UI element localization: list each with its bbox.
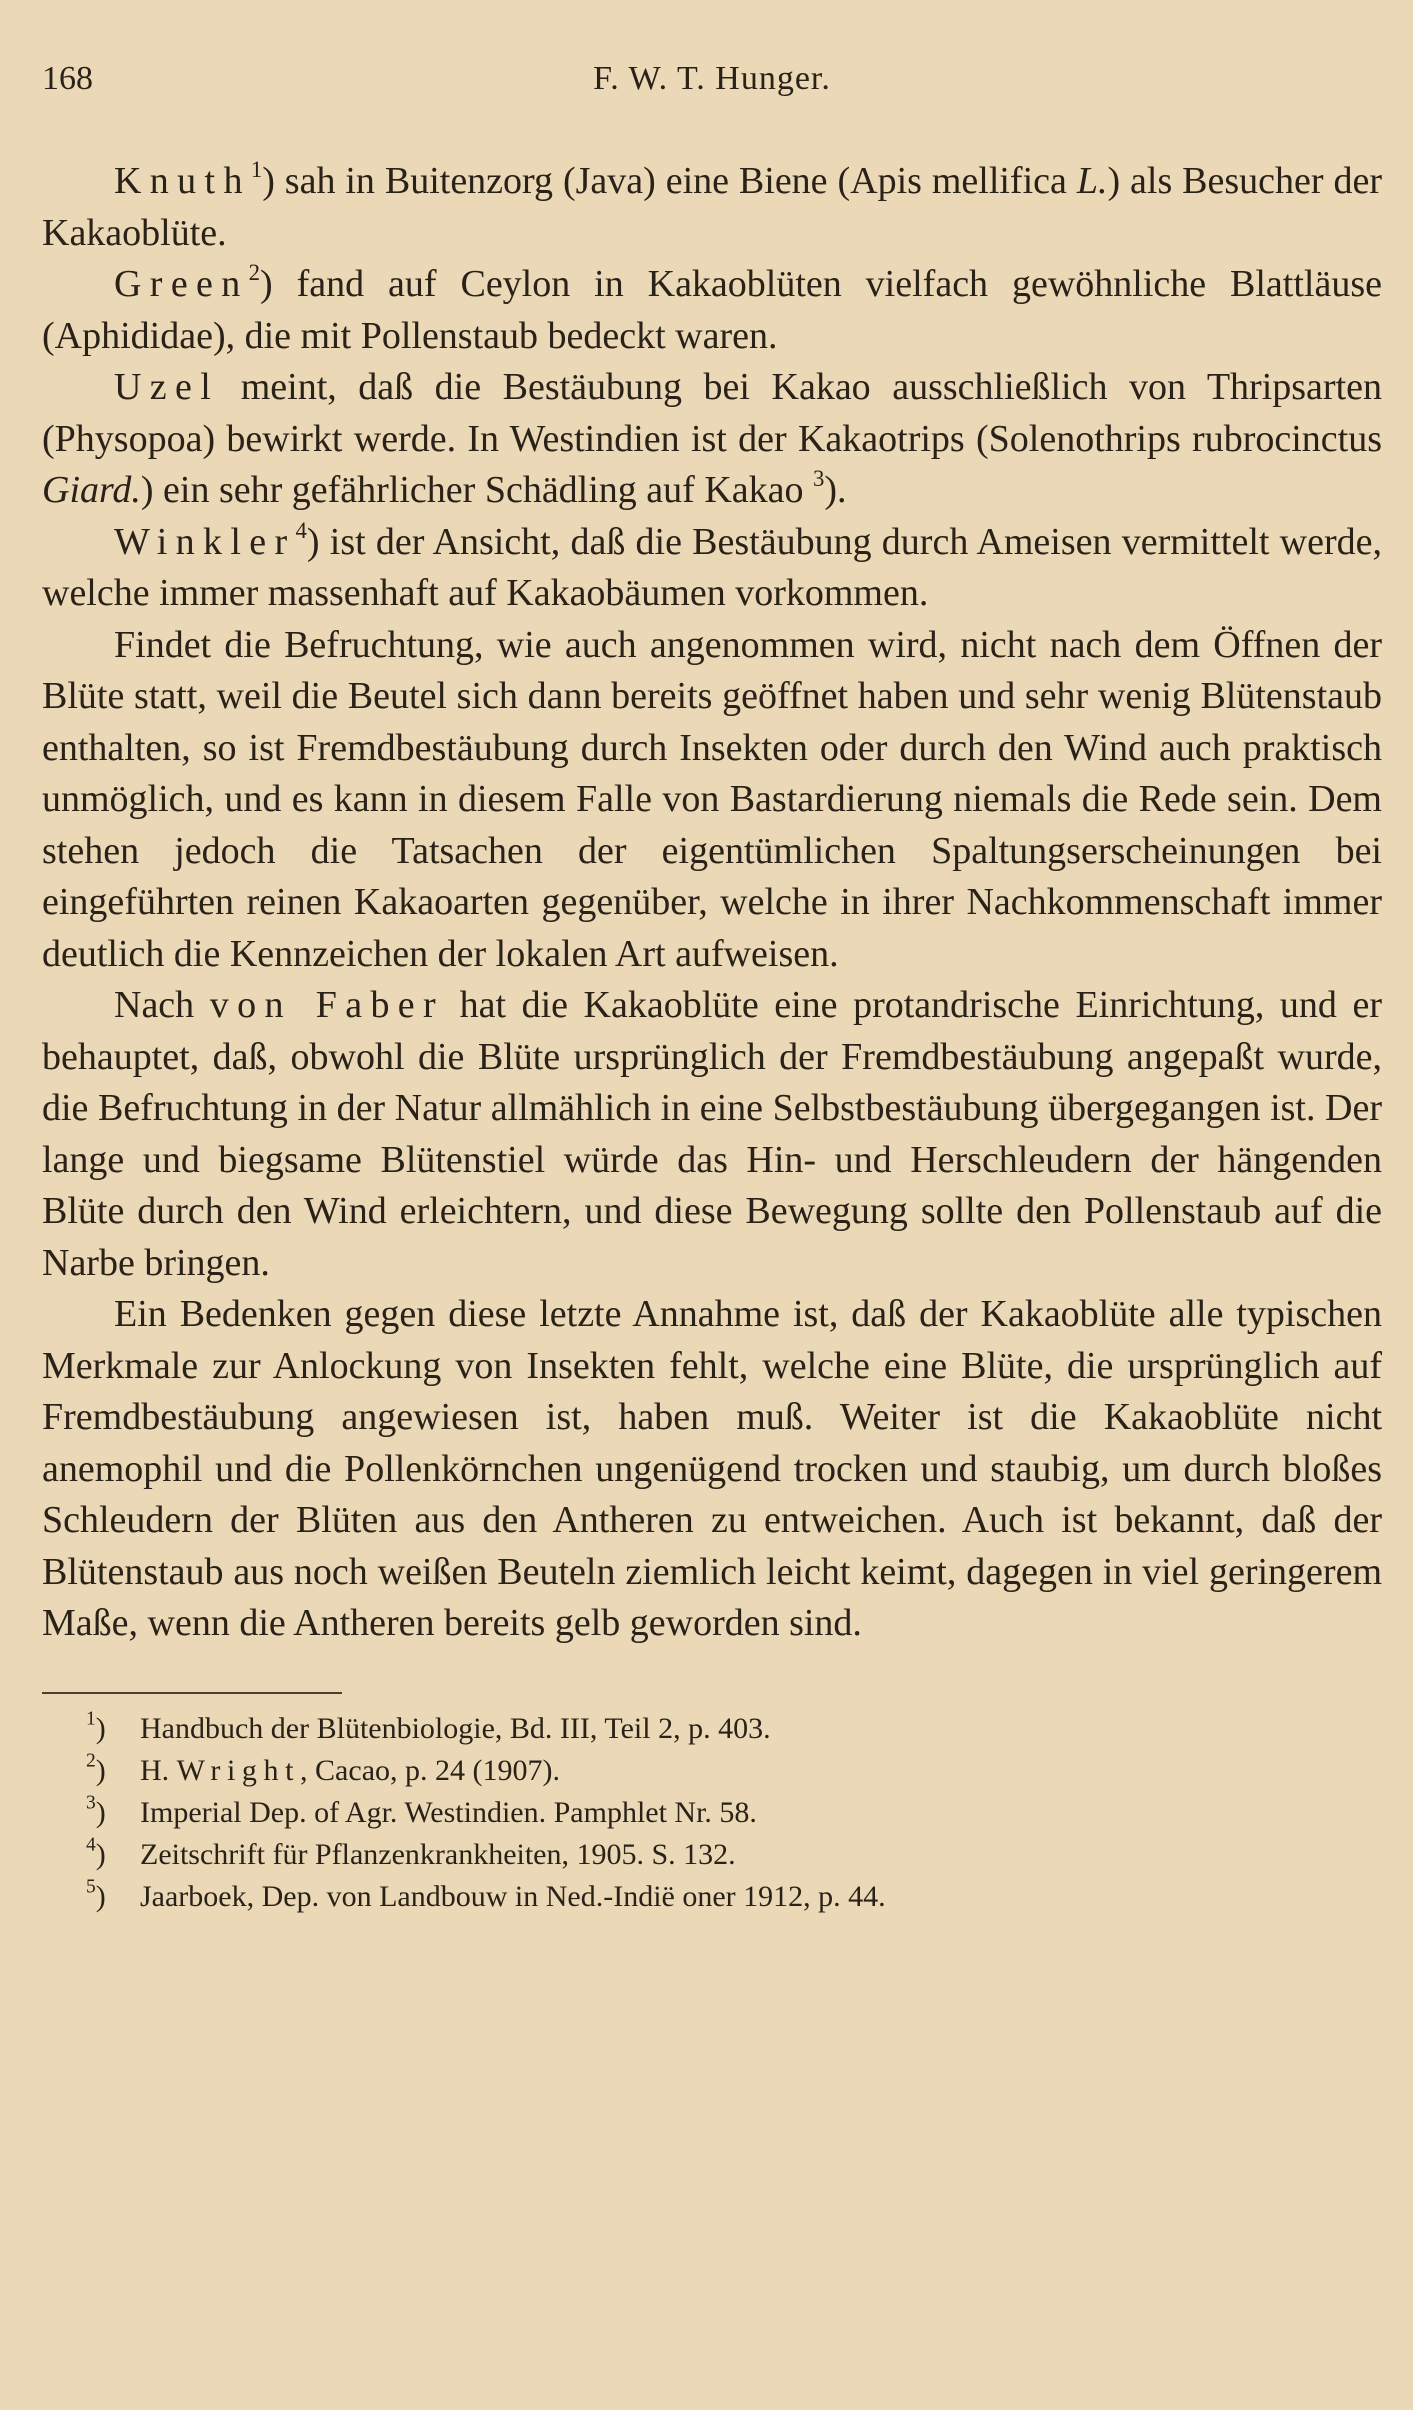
footnote-marker: $^4$) [86, 1833, 106, 1871]
text-run: Handbuch der Blütenbiologie, Bd. III, Teil 2, p. 403. [140, 1711, 771, 1745]
footnote-reference: 4 [295, 517, 307, 543]
footnote-number: 5 [86, 1875, 96, 1897]
text-run: H. [140, 1753, 177, 1787]
footnote-text [140, 1796, 757, 1829]
footnote [42, 1876, 1382, 1918]
text-run: ) fand auf Ceylon in Kakaoblüten vielfach gewöhnliche Blattläuse (Aphididae), die mit Pollenstaub bedeckt waren. [42, 263, 1382, 357]
author-name: Uzel [114, 366, 220, 408]
footnote [42, 1834, 1382, 1876]
paragraph [42, 980, 1382, 1289]
text-run: Ein Bedenken gegen diese letzte Annahme ist, daß der Kakaoblüte alle typischen Merkmale zur Anlockung von Insekten fehlt, welche eine Blüte, die ursprünglich auf Fremdbestäubung angewiesen ist, haben muß. Weiter ist die Kakaoblüte nicht anemophil und die Pollenkörnchen ungenügend trocken und staubig, um durch bloßes Schleudern der Blüten aus den Antheren zu entweichen. Auch ist bekannt, daß der Blütenstaub aus noch weißen Beuteln ziemlich leicht keimt, dagegen in viel geringerem Maße, wenn die Antheren bereits gelb geworden sind. [42, 1293, 1382, 1644]
text-run: Findet die Befruchtung, wie auch angenommen wird, nicht nach dem Öffnen der Blüte statt, weil die Beutel sich dann bereits geöffnet haben und sehr wenig Blütenstaub enthalten, so ist Fremdbestäubung durch Insekten oder durch den Wind auch praktisch unmöglich, und es kann in diesem Falle von Bastardierung niemals die Rede sein. Dem stehen jedoch die Tatsachen der eigentümlichen Spaltungserscheinungen bei eingeführten reinen Kakaoarten gegenüber, welche in ihrer Nachkommenschaft immer deutlich die Kennzeichen der lokalen Art aufweisen. [42, 623, 1382, 975]
footnote-reference: 3 [813, 466, 825, 492]
footnote-marker: $^1$) [86, 1707, 106, 1745]
paragraph [42, 620, 1382, 981]
text-run: , Cacao, p. 24 (1907). [300, 1753, 560, 1787]
paragraph [42, 259, 1382, 362]
footnote-number: 3 [86, 1791, 96, 1813]
footnote-marker: $^2$) [86, 1749, 106, 1787]
author-name: Green [114, 263, 249, 305]
footnote-number: 1 [86, 1707, 96, 1729]
text-run: meint, daß die Bestäubung bei Kakao ausschließlich von Thripsarten (Physopoa) bewirkt werde. In Westindien ist der Kakaotrips (Solenothrips rubrocinctus [42, 366, 1382, 460]
author-name: Wright [176, 1753, 301, 1787]
page-number: 168 [42, 60, 93, 97]
author-name: Knuth [114, 160, 251, 202]
italic-text: L. [1076, 160, 1108, 202]
text-run: ) sah in Buitenzorg (Java) eine Biene (Apis mellifica [262, 160, 1077, 202]
footnote [42, 1750, 1382, 1792]
text-run: Nach [114, 984, 210, 1026]
author-name: von Faber [209, 984, 445, 1026]
page-header [42, 60, 1382, 116]
paragraph [42, 362, 1382, 517]
footnote-reference: 2 [248, 260, 261, 286]
footnote [42, 1792, 1382, 1834]
body-text [42, 156, 1382, 1650]
footnote [42, 1708, 1382, 1750]
footnote-rule [42, 1692, 342, 1694]
running-head: F. W. T. Hunger. [593, 60, 831, 97]
paragraph [42, 156, 1382, 259]
text-run: Imperial Dep. of Agr. Westindien. Pamphlet Nr. 58. [140, 1795, 757, 1829]
footnote-text [140, 1712, 771, 1745]
paragraph [42, 1289, 1382, 1650]
text-run: ) als Besucher der Kakaoblüte. [42, 160, 1383, 254]
italic-text: Giard. [42, 469, 141, 511]
text-run: Zeitschrift für Pflanzenkrankheiten, 1905. S. 132. [140, 1837, 736, 1871]
text-run: ) ist der Ansicht, daß die Bestäubung durch Ameisen vermittelt werde, welche immer massenhaft auf Kakaobäumen vorkommen. [42, 520, 1382, 614]
text-run: ) ein sehr gefährlicher Schädling auf Kakao [140, 469, 813, 511]
footnote-reference: 1 [250, 157, 263, 183]
footnote-number: 4 [86, 1833, 96, 1855]
footnote-text [140, 1754, 560, 1787]
author-name: Winkler [114, 520, 296, 563]
text-run: hat die Kakaoblüte eine protandrische Einrichtung, und er behauptet, daß, obwohl die Blüte ursprünglich der Fremdbestäubung angepaßt wurde, die Befruchtung in der Natur allmählich in eine Selbstbestäubung übergegangen ist. Der lange und biegsame Blütenstiel würde das Hin- und Herschleudern der hängenden Blüte durch den Wind erleichtern, und diese Bewegung sollte den Pollenstaub auf die Narbe bringen. [42, 984, 1382, 1284]
book-page [42, 60, 1382, 1918]
text-run: ). [824, 469, 847, 511]
text-run: Jaarboek, Dep. von Landbouw in Ned.-Indië oner 1912, p. 44. [140, 1879, 886, 1913]
footnote-text [140, 1880, 886, 1913]
footnote-text [140, 1838, 736, 1871]
footnote-marker: $^3$) [86, 1791, 106, 1829]
footnote-marker: $^5$) [86, 1875, 106, 1913]
paragraph [42, 517, 1382, 620]
footnote-number: 2 [86, 1749, 96, 1771]
footnotes [42, 1708, 1382, 1918]
